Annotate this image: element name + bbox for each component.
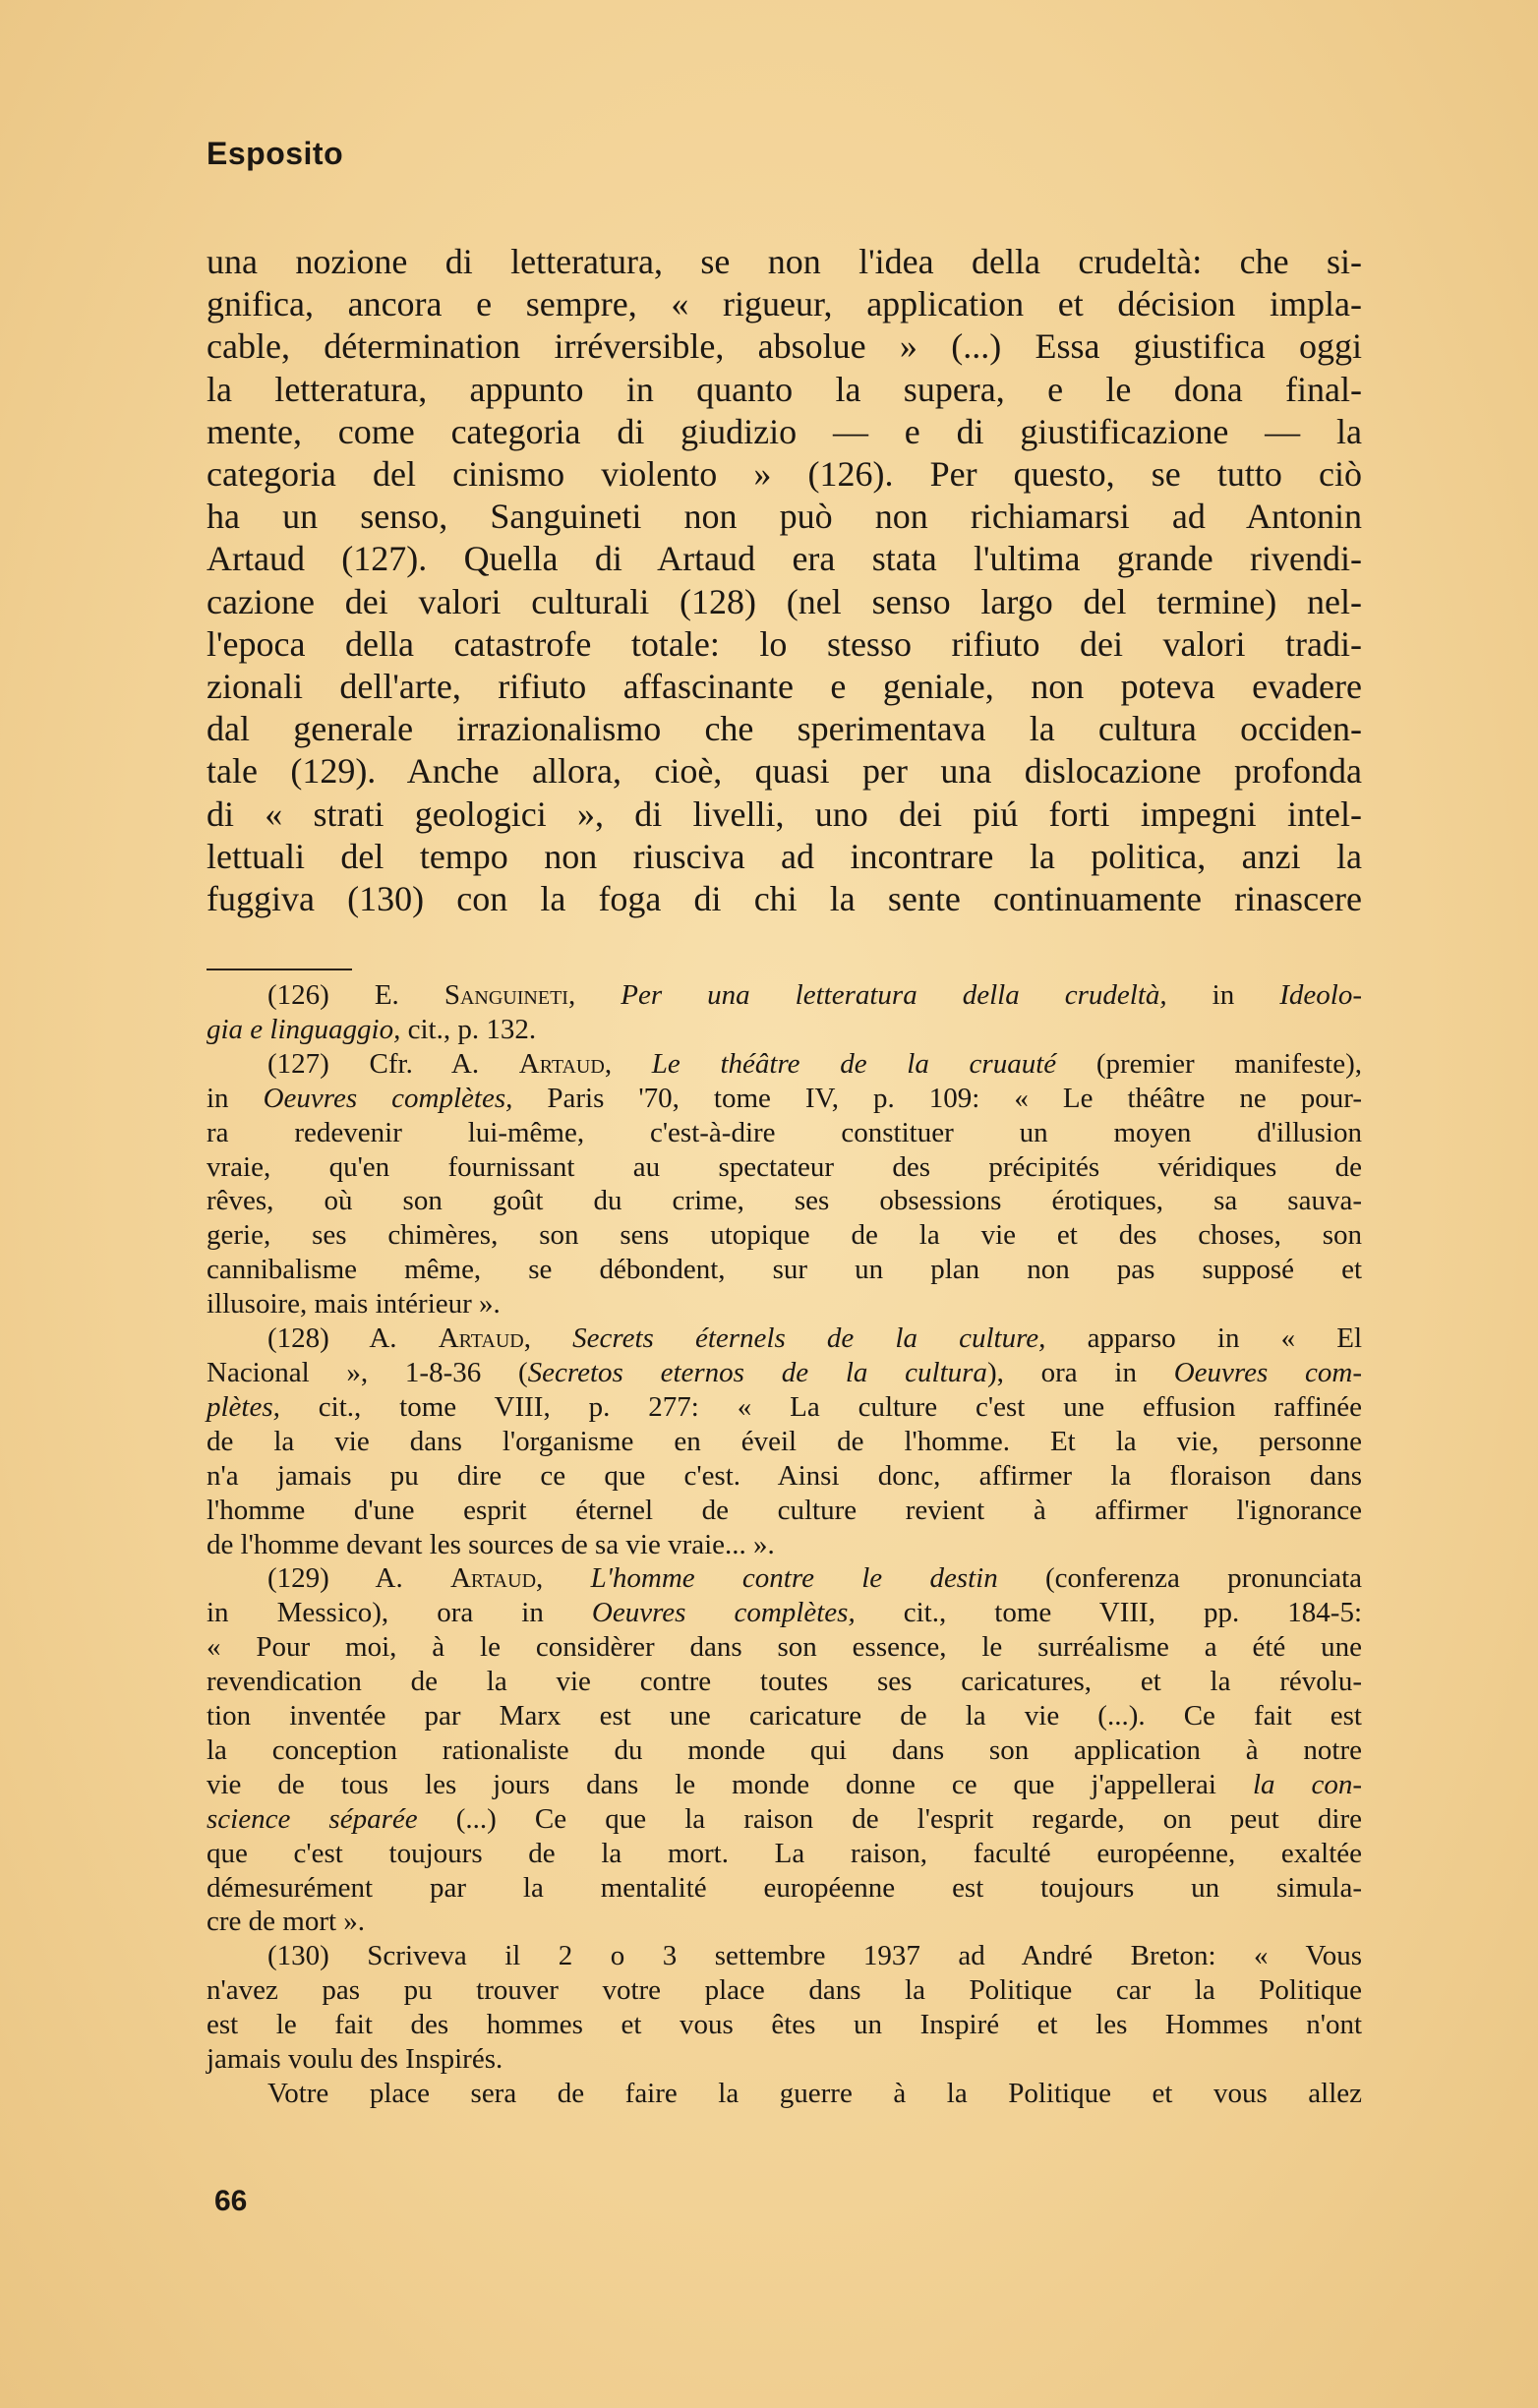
footnote-128-line: n'a jamais pu dire ce que c'est. Ainsi donc, affirmer la floraison dans <box>207 1459 1362 1492</box>
footnote-130-line: jamais voulu des Inspirés. <box>207 2043 503 2076</box>
footnote-129-line: vie de tous les jours dans le monde donne ce que j'appellerai la con- <box>207 1768 1362 1800</box>
body-line: gnifica, ancora e sempre, « rigueur, application et décision impla- <box>207 284 1362 324</box>
main-text <box>207 241 1362 920</box>
footnote-separator <box>207 969 352 970</box>
footnote-127-line: cannibalisme même, se débondent, sur un plan non pas supposé et <box>207 1254 1362 1286</box>
footnote-129-line: la conception rationaliste du monde qui dans son application à notre <box>207 1733 1362 1766</box>
body-line: dal generale irrazionalismo che sperimentava la cultura occiden- <box>207 709 1362 749</box>
body-line: fuggiva (130) con la foga di chi la sente continuamente rinascere <box>207 879 1362 919</box>
body-line: tale (129). Anche allora, cioè, quasi per una dislocazione profonda <box>207 751 1362 792</box>
body-line: categoria del cinismo violento » (126). Per questo, se tutto ciò <box>207 454 1362 495</box>
footnote-129-line: revendication de la vie contre toutes ses caricatures, et la révolu- <box>207 1666 1362 1698</box>
footnotes <box>207 978 1362 2111</box>
footnote-129-line: que c'est toujours de la mort. La raison, faculté européenne, exaltée <box>207 1837 1362 1869</box>
running-header: Esposito <box>207 136 344 171</box>
footnote-130-line: Votre place sera de faire la guerre à la Politique et vous allez <box>267 2078 1362 2109</box>
footnote-129-line: in Messico), ora in Oeuvres complètes, cit., tome VIII, pp. 184-5: <box>207 1597 1362 1629</box>
footnote-128-line: plètes, cit., tome VIII, p. 277: « La culture c'est une effusion raffinée <box>207 1390 1362 1423</box>
body-line: cable, détermination irréversible, absolue » (...) Essa giustifica oggi <box>207 326 1362 367</box>
footnote-127-line: vraie, qu'en fournissant au spectateur des précipités véridiques de <box>207 1150 1362 1183</box>
footnote-128-line: (128) A. Artaud, Secrets éternels de la culture, apparso in « El <box>267 1322 1363 1355</box>
footnote-128-line: de l'homme devant les sources de sa vie vraie... ». <box>207 1528 775 1560</box>
body-line: mente, come categoria di giudizio — e di giustificazione — la <box>207 411 1362 451</box>
footnote-128-line: l'homme d'une esprit éternel de culture revient à affirmer l'ignorance <box>207 1494 1362 1526</box>
footnote-128-line: Nacional », 1-8-36 (Secretos eternos de la cultura), ora in Oeuvres com- <box>207 1356 1362 1388</box>
footnote-127-line: rêves, où son goût du crime, ses obsessions érotiques, sa sauva- <box>207 1185 1362 1217</box>
footnote-130-line: est le fait des hommes et vous êtes un Inspiré et les Hommes n'ont <box>207 2009 1362 2041</box>
footnote-127-line: in Oeuvres complètes, Paris '70, tome IV, p. 109: « Le théâtre ne pour- <box>207 1082 1362 1114</box>
footnote-129-line: tion inventée par Marx est une caricature de la vie (...). Ce fait est <box>207 1700 1362 1733</box>
footnote-130-line: (130) Scriveva il 2 o 3 settembre 1937 ad André Breton: « Vous <box>267 1940 1362 1972</box>
body-line: l'epoca della catastrofe totale: lo stesso rifiuto dei valori tradi- <box>207 623 1362 664</box>
body-line: Artaud (127). Quella di Artaud era stata l'ultima grande rivendi- <box>207 539 1362 579</box>
footnote-129-line: (129) A. Artaud, L'homme contre le destin (conferenza pronunciata <box>267 1562 1363 1595</box>
page-number: 66 <box>214 2185 248 2217</box>
footnote-129-line: cre de mort ». <box>207 1906 366 1938</box>
body-line: cazione dei valori culturali (128) (nel senso largo del termine) nel- <box>207 581 1362 621</box>
footnote-127-line: gerie, ses chimères, son sens utopique de la vie et des choses, son <box>207 1219 1362 1252</box>
footnote-127-line: (127) Cfr. A. Artaud, Le théâtre de la cruauté (premier manifeste), <box>267 1047 1362 1080</box>
footnote-130-line: n'avez pas pu trouver votre place dans la Politique car la Politique <box>207 1974 1362 2007</box>
footnote-126-line: gia e linguaggio, cit., p. 132. <box>207 1013 537 1045</box>
footnote-127-line: illusoire, mais intérieur ». <box>207 1288 501 1321</box>
footnote-129-line: démesurément par la mentalité européenne est toujours un simula- <box>207 1871 1362 1904</box>
footnote-128-line: de la vie dans l'organisme en éveil de l'homme. Et la vie, personne <box>207 1425 1362 1457</box>
footnote-129-line: « Pour moi, à le considèrer dans son essence, le surréalisme a été une <box>207 1631 1362 1664</box>
body-line: la letteratura, appunto in quanto la supera, e le dona final- <box>207 369 1362 409</box>
body-line: ha un senso, Sanguineti non può non richiamarsi ad Antonin <box>207 497 1362 537</box>
body-line: di « strati geologici », di livelli, uno dei piú forti impegni intel- <box>207 793 1362 834</box>
footnote-129-line: science séparée (...) Ce que la raison de l'esprit regarde, on peut dire <box>207 1802 1362 1835</box>
body-line: lettuali del tempo non riusciva ad incontrare la politica, anzi la <box>207 836 1362 876</box>
footnote-127-line: ra redevenir lui-même, c'est-à-dire constituer un moyen d'illusion <box>207 1116 1362 1148</box>
footnote-126-line: (126) E. Sanguineti, Per una letteratura della crudeltà, in Ideolo- <box>267 979 1363 1011</box>
body-line: una nozione di letteratura, se non l'idea della crudeltà: che si- <box>207 242 1362 281</box>
body-line: zionali dell'arte, rifiuto affascinante e geniale, non poteva evadere <box>207 667 1362 707</box>
